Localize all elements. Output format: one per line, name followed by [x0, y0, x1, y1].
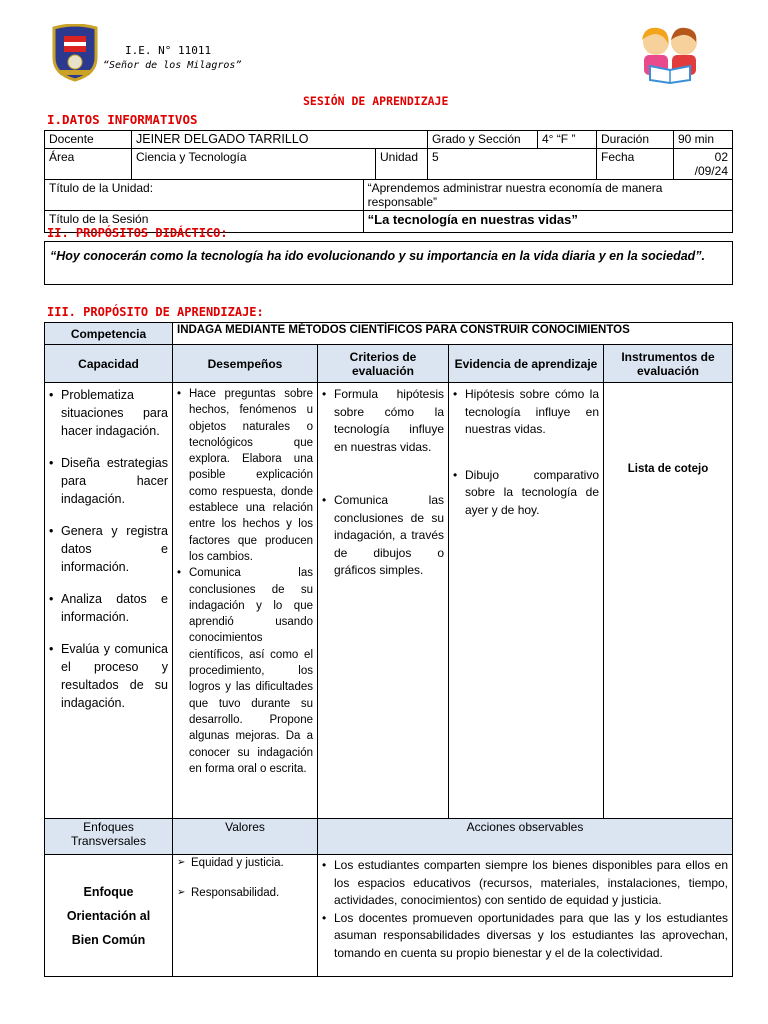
unidad-value: 5: [428, 149, 597, 180]
enfoques-label: Enfoques Transversales: [45, 819, 173, 855]
unidad-label: Unidad: [376, 149, 428, 180]
list-item: • Evalúa y comunica el proceso y resultados de su indagación.: [49, 640, 168, 712]
instrumento-cell: Lista de cotejo: [604, 383, 733, 819]
fecha-label: Fecha: [597, 149, 674, 180]
capacidades-cell: [45, 383, 173, 819]
children-reading-icon: [630, 22, 710, 84]
grado-value: 4° “F ”: [538, 131, 597, 149]
session-title: SESIÓN DE APRENDIZAJE: [303, 94, 449, 108]
col-instrumentos: Instrumentos de evaluación: [604, 345, 733, 383]
school-name: “Señor de los Milagros”: [103, 60, 242, 71]
titulo-sesion-value: “La tecnología en nuestras vidas”: [363, 211, 732, 233]
titulo-unidad-label: Título de la Unidad:: [45, 180, 364, 211]
titulo-unidad-value: “Aprendemos administrar nuestra economía de manera responsable”: [363, 180, 732, 211]
titulo-sesion-label: Título de la Sesión: [45, 211, 364, 233]
desempenos-cell: [173, 383, 318, 819]
criterios-cell: [318, 383, 449, 819]
list-item: • Dibujo comparativo sobre la tecnología de ayer y de hoy.: [453, 467, 599, 520]
duracion-label: Duración: [597, 131, 674, 149]
enfoque-name: Enfoque Orientación al Bien Común: [45, 855, 173, 977]
list-item: ➢ Equidad y justicia.: [177, 857, 313, 869]
valores-label: Valores: [173, 819, 318, 855]
area-value: Ciencia y Tecnología: [132, 149, 376, 180]
evidencia-cell: [449, 383, 604, 819]
list-item: • Hace preguntas sobre hechos, fenómenos u objetos naturales o tecnológicos que explora. Elabora una posible explicación como respuesta, donde establece una relación entre los hechos y los factores que producen los cambios.: [177, 386, 313, 565]
section2-heading: II. PROPÓSITOS DIDÁCTICO:: [47, 226, 228, 240]
school-code: I.E. N° 11011: [125, 44, 212, 57]
datos-informativos-table: [44, 130, 733, 233]
list-item: • Comunica las conclusiones de su indagación, a través de dibujos o gráficos simples.: [322, 492, 444, 580]
school-crest-icon: [50, 24, 100, 82]
list-item: ➢ Responsabilidad.: [177, 887, 313, 899]
grado-label: Grado y Sección: [428, 131, 538, 149]
acciones-cell: [318, 855, 733, 977]
list-item: • Los docentes promueven oportunidades para que las y los estudiantes asuman responsabilidades diversas y los estudiantes las aprovechan, tomando en cuenta su propio bienestar y el de la colectividad.: [322, 910, 728, 963]
list-item: • Problematiza situaciones para hacer indagación.: [49, 386, 168, 440]
col-evidencia: Evidencia de aprendizaje: [449, 345, 604, 383]
list-item: • Analiza datos e información.: [49, 590, 168, 626]
aprendizaje-table: [44, 322, 733, 977]
list-item: • Los estudiantes comparten siempre los bienes disponibles para ellos en los espacios educativos (recursos, materiales, instalaciones, tiempo, actividades, conocimientos) con sentido de equidad y justicia.: [322, 857, 728, 910]
fecha-value: 02 /09/24: [674, 149, 733, 180]
col-desempenos: Desempeños: [173, 345, 318, 383]
competencia-value: INDAGA MEDIANTE MÉTODOS CIENTÍFICOS PARA CONSTRUIR CONOCIMIENTOS: [173, 323, 733, 345]
acciones-label: Acciones observables: [318, 819, 733, 855]
list-item: • Comunica las conclusiones de su indagación y lo que aprendió usando conocimientos científicos, así como el procedimiento, los logros y las dificultades que tuvo durante su desarrollo. Propone algunas mejoras. Da a conocer su indagación en forma oral o escrita.: [177, 565, 313, 777]
valores-cell: [173, 855, 318, 977]
list-item: • Hipótesis sobre cómo la tecnología influye en nuestras vidas.: [453, 386, 599, 439]
section3-heading: III. PROPÓSITO DE APRENDIZAJE:: [47, 305, 264, 319]
proposito-box: [44, 241, 733, 285]
docente-value: JEINER DELGADO TARRILLO: [132, 131, 428, 149]
col-capacidad: Capacidad: [45, 345, 173, 383]
col-criterios: Criterios de evaluación: [318, 345, 449, 383]
section1-heading: I.DATOS INFORMATIVOS: [47, 112, 198, 127]
list-item: • Diseña estrategias para hacer indagación.: [49, 454, 168, 508]
competencia-label: Competencia: [45, 323, 173, 345]
docente-label: Docente: [45, 131, 132, 149]
list-item: • Genera y registra datos e información.: [49, 522, 168, 576]
duracion-value: 90 min: [674, 131, 733, 149]
list-item: • Formula hipótesis sobre cómo la tecnología influye en nuestras vidas.: [322, 386, 444, 456]
area-label: Área: [45, 149, 132, 180]
proposito-text: “Hoy conocerán como la tecnología ha ido evolucionando y su importancia en la vida diaria y en la sociedad”.: [50, 249, 706, 263]
